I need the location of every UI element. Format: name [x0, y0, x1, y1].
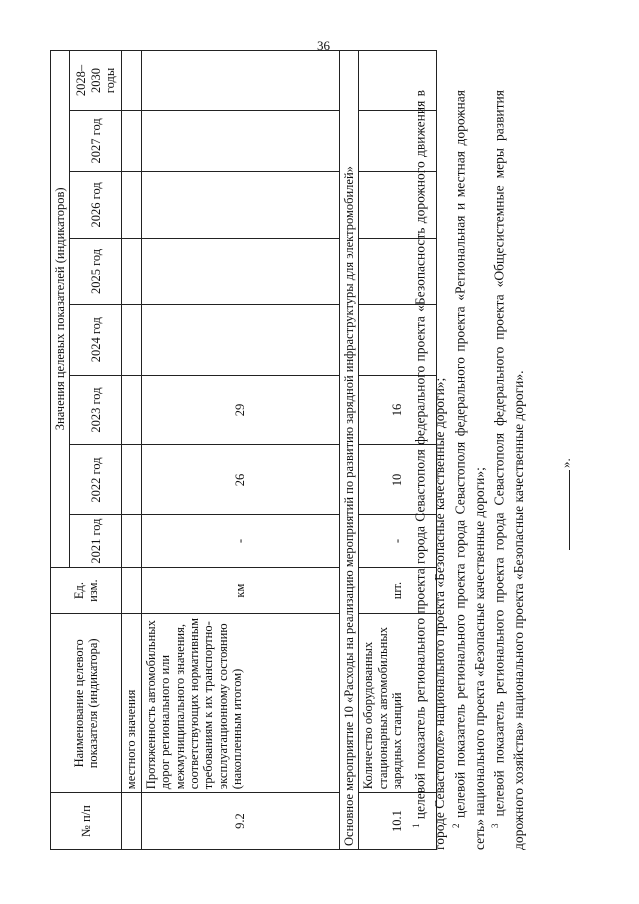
row-value: 10: [359, 445, 437, 515]
row-cont-name: местного значения: [122, 614, 141, 793]
row-num: 9.2: [141, 793, 339, 850]
header-year: 2021 год: [70, 515, 122, 567]
row-name: Протяженность автомобильных дорог регионального или межмуниципального значения, соответствующих нормативным требованиям к их транспортно-эксплуатационному состоянию (накопленным итогом): [141, 614, 339, 793]
header-name: Наименование целевого показателя (индикатора): [51, 614, 122, 793]
closing-line: [569, 470, 570, 550]
page-number: 36: [317, 38, 330, 53]
row-value: 29: [141, 375, 339, 445]
row-value: [141, 304, 339, 375]
footnote-mark: 1: [411, 823, 421, 828]
header-year: 2024 год: [70, 304, 122, 375]
header-values-group: Значения целевых показателей (индикаторов): [51, 51, 70, 568]
header-year: 2022 год: [70, 445, 122, 515]
header-year: 2023 год: [70, 375, 122, 445]
footnote-2: [450, 90, 490, 850]
row-unit: шт.: [359, 567, 437, 614]
table-row: [122, 51, 141, 850]
row-value: [141, 239, 339, 305]
footnote-text: целевой показатель регионального проекта города Севастополя федерального проекта «Безопасность дорожного движения в городе Севастополе» национального проекта «Безопасные качественные дороги»;: [412, 90, 448, 850]
row-unit: км: [141, 567, 339, 614]
row-value: [141, 111, 339, 172]
row-num: 10.1: [359, 793, 437, 850]
row-value: 16: [359, 375, 437, 445]
row-value: -: [141, 515, 339, 567]
header-year: 2028–2030 годы: [70, 51, 122, 111]
row-name: Количество оборудованных стационарных автомобильных зарядных станций: [359, 614, 437, 793]
header-unit: Ед. изм.: [51, 567, 122, 614]
section-row: Основное мероприятие 10 «Расходы на реализацию мероприятий по развитию зарядной инфраструктуры для электромобилей»: [339, 51, 358, 850]
row-value: [141, 171, 339, 238]
rotated-landscape-page: [50, 50, 610, 850]
footnotes: [410, 90, 529, 850]
row-value: -: [359, 515, 437, 567]
closing-mark: [558, 458, 574, 550]
header-year: 2025 год: [70, 239, 122, 305]
footnote-3: [489, 90, 529, 850]
footnote-text: целевой показатель регионального проекта города Севастополя федерального проекта «Региональная и местная дорожная сеть» национального проекта «Безопасные качественные дороги»;: [452, 90, 487, 850]
header-num: № п/п: [51, 793, 122, 850]
header-year: 2026 год: [70, 171, 122, 238]
footnote-text: целевой показатель регионального проекта города Севастополя федерального проекта «Общесистемные меры развития дорожного хозяйства» национального проекта «Безопасные качественные дороги».: [491, 90, 527, 850]
header-year: 2027 год: [70, 111, 122, 172]
row-value: [141, 51, 339, 111]
footnote-mark: 3: [490, 823, 501, 828]
footnote-mark: 2: [450, 823, 461, 828]
row-value: 26: [141, 445, 339, 515]
table-row: [141, 51, 339, 850]
indicators-table: [50, 50, 437, 850]
footnote-1: [410, 90, 450, 850]
closing-text: ».: [558, 458, 573, 468]
